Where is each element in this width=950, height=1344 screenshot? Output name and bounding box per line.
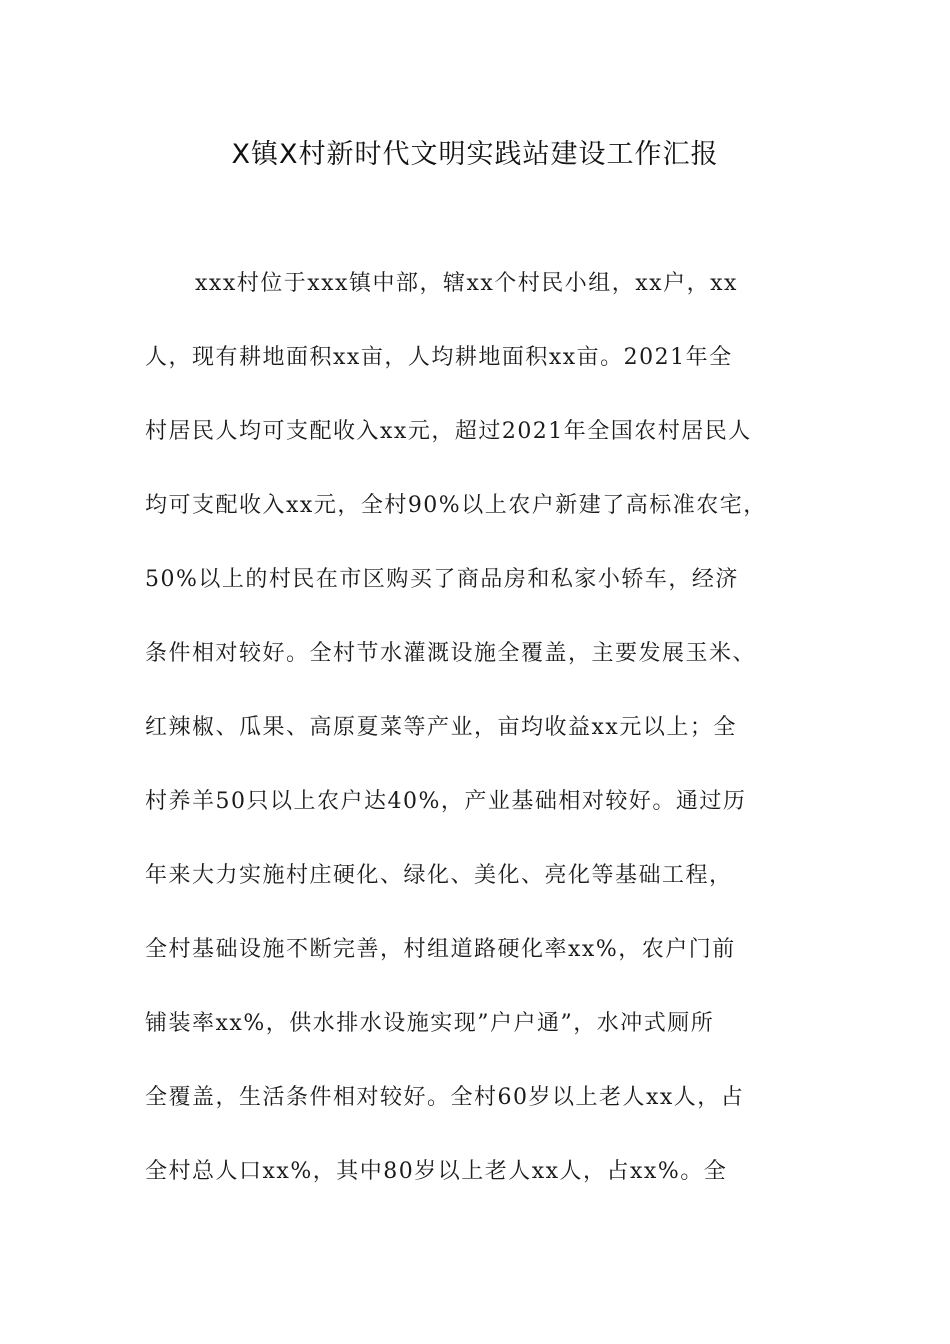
paragraph-line: 50%以上的村民在市区购买了商品房和私家小轿车，经济 bbox=[145, 567, 739, 592]
paragraph-line: 全村基础设施不断完善，村组道路硬化率xx%，农户门前 bbox=[145, 937, 736, 962]
paragraph-line: 铺装率xx%，供水排水设施实现”户户通”，水冲式厕所 bbox=[145, 1011, 715, 1036]
paragraph-line: xxx村位于xxx镇中部，辖xx个村民小组，xx户，xx bbox=[195, 271, 738, 296]
paragraph-line: 均可支配收入xx元，全村90%以上农户新建了高标准农宅， bbox=[145, 493, 767, 518]
paragraph-line: 年来大力实施村庄硬化、绿化、美化、亮化等基础工程， bbox=[145, 863, 733, 888]
paragraph-line: 红辣椒、瓜果、高原夏菜等产业，亩均收益xx元以上；全 bbox=[145, 715, 737, 740]
document-body bbox=[145, 262, 825, 1224]
paragraph-line: 条件相对较好。全村节水灌溉设施全覆盖，主要发展玉米、 bbox=[145, 641, 757, 666]
paragraph-line: 人，现有耕地面积xx亩，人均耕地面积xx亩。2021年全 bbox=[145, 345, 733, 370]
paragraph-line: 全村总人口xx%，其中80岁以上老人xx人，占xx%。全 bbox=[145, 1159, 728, 1184]
document-title: X镇X村新时代文明实践站建设工作汇报 bbox=[231, 139, 719, 170]
paragraph-line: 村居民人均可支配收入xx元，超过2021年全国农村居民人 bbox=[145, 419, 752, 444]
paragraph-line: 全覆盖，生活条件相对较好。全村60岁以上老人xx人，占 bbox=[145, 1085, 745, 1110]
paragraph-line: 村养羊50只以上农户达40%，产业基础相对较好。通过历 bbox=[145, 789, 747, 814]
